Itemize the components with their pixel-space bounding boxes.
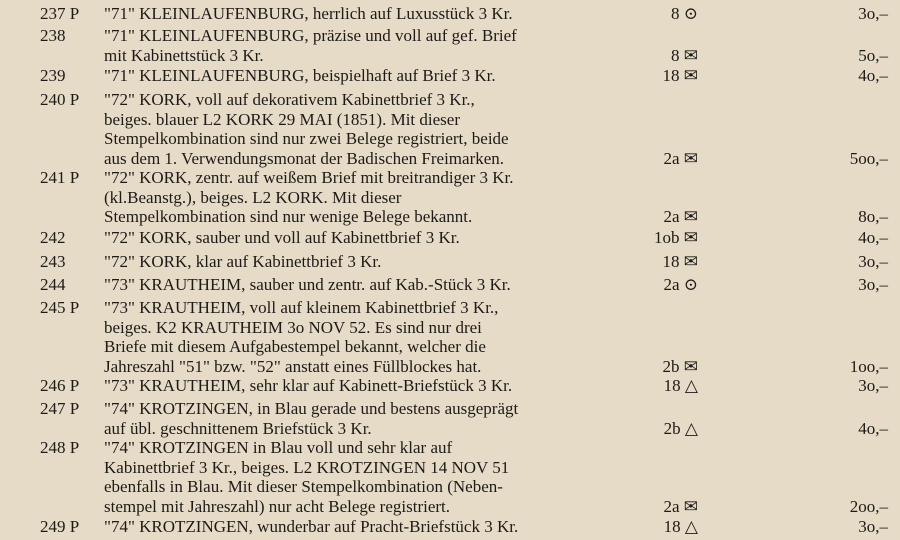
lot-number: 241 P — [40, 168, 80, 187]
catalog-number: 2a ⊙ — [663, 275, 698, 294]
description-line: (kl.Beanstg.), beiges. L2 KORK. Mit dieser — [104, 187, 402, 207]
lot-description — [104, 66, 638, 86]
description-line: auf übl. geschnittenem Briefstück 3 Kr. — [104, 418, 372, 438]
description-line: "73" KRAUTHEIM, sehr klar auf Kabinett-Briefstück 3 Kr. — [104, 376, 513, 395]
lot-price: 8o,– — [858, 207, 888, 226]
lot-row — [0, 298, 900, 376]
lot-row — [0, 275, 900, 295]
lot-row — [0, 4, 900, 24]
description-line: Briefe mit diesem Aufgabestempel bekannt, welcher die — [104, 337, 486, 356]
lot-price: 3o,– — [858, 4, 888, 23]
description-line: "73" KRAUTHEIM, sauber und zentr. auf Kab.-Stück 3 Kr. — [104, 275, 511, 294]
lot-number: 246 P — [40, 376, 80, 395]
lot-description — [104, 399, 638, 438]
catalog-number: 2a ✉ — [663, 496, 698, 516]
lot-description — [104, 168, 638, 227]
lot-row — [0, 376, 900, 396]
catalog-number: 2a ✉ — [663, 148, 698, 168]
lot-description — [104, 517, 638, 537]
description-line: "71" KLEINLAUFENBURG, beispielhaft auf Brief 3 Kr. — [104, 66, 496, 85]
description-line: "73" KRAUTHEIM, voll auf kleinem Kabinettbrief 3 Kr., — [104, 298, 499, 317]
description-line: Stempelkombination sind nur zwei Belege registriert, beide — [104, 129, 509, 148]
catalog-number: 2b △ — [663, 418, 698, 438]
lot-number: 245 P — [40, 298, 80, 317]
lot-number: 237 P — [40, 4, 80, 23]
lot-price: 4o,– — [858, 66, 888, 85]
description-line: stempel mit Jahreszahl) nur acht Belege registriert. — [104, 496, 451, 516]
description-line: beiges. blauer L2 KORK 29 MAI (1851). Mit dieser — [104, 109, 460, 129]
catalog-number: 18 ✉ — [662, 252, 698, 271]
lot-price: 2oo,– — [849, 496, 888, 516]
lot-row — [0, 252, 900, 272]
lot-number: 242 — [40, 228, 66, 247]
description-line: "71" KLEINLAUFENBURG, herrlich auf Luxusstück 3 Kr. — [104, 4, 513, 23]
lot-description — [104, 228, 638, 248]
description-line: "74" KROTZINGEN in Blau voll und sehr klar auf — [104, 438, 453, 457]
description-line: ebenfalls in Blau. Mit dieser Stempelkombination (Neben- — [104, 477, 503, 496]
lot-row — [0, 399, 900, 438]
lot-number: 238 — [40, 26, 66, 45]
description-line: "71" KLEINLAUFENBURG, präzise und voll auf gef. Brief — [104, 26, 517, 45]
lot-price: 3o,– — [858, 376, 888, 395]
lot-description — [104, 26, 638, 65]
lot-price: 5o,– — [858, 45, 888, 65]
lot-price: 3o,– — [858, 275, 888, 294]
description-line: Kabinettbrief 3 Kr., beiges. L2 KROTZINGEN 14 NOV 51 — [104, 457, 510, 477]
description-line: "74" KROTZINGEN, in Blau gerade und bestens ausgeprägt — [104, 399, 519, 418]
lot-row — [0, 228, 900, 248]
lot-description — [104, 275, 638, 295]
catalog-number: 8 ✉ — [671, 45, 698, 65]
lot-number: 248 P — [40, 438, 80, 457]
lot-number: 244 — [40, 275, 66, 294]
lot-price: 3o,– — [858, 252, 888, 271]
lot-row — [0, 438, 900, 516]
lot-number: 240 P — [40, 90, 80, 109]
lot-price: 5oo,– — [849, 148, 888, 168]
catalog-number: 2a ✉ — [663, 207, 698, 226]
lot-row — [0, 168, 900, 227]
catalog-number: 2b ✉ — [662, 356, 698, 376]
description-line: mit Kabinettstück 3 Kr. — [104, 45, 264, 65]
lot-number: 239 — [40, 66, 66, 85]
lot-row — [0, 26, 900, 65]
description-line: "72" KORK, voll auf dekorativem Kabinettbrief 3 Kr., — [104, 90, 475, 109]
lot-row — [0, 66, 900, 86]
description-line: beiges. K2 KRAUTHEIM 3o NOV 52. Es sind nur drei — [104, 317, 482, 337]
lot-price: 1oo,– — [849, 356, 888, 376]
lot-price: 3o,– — [858, 517, 888, 536]
catalog-number: 8 ⊙ — [671, 4, 698, 23]
lot-row — [0, 517, 900, 537]
lot-description — [104, 376, 638, 396]
lot-price: 4o,– — [858, 228, 888, 247]
description-line: "72" KORK, sauber und voll auf Kabinettbrief 3 Kr. — [104, 228, 460, 247]
lot-price: 4o,– — [858, 418, 888, 438]
lot-row — [0, 90, 900, 168]
lot-description — [104, 252, 638, 272]
description-line: Jahreszahl "51" bzw. "52" anstatt eines Füllblockes hat. — [104, 356, 482, 376]
lot-description — [104, 4, 638, 24]
catalog-number: 1ob ✉ — [654, 228, 698, 247]
description-line: "74" KROTZINGEN, wunderbar auf Pracht-Briefstück 3 Kr. — [104, 517, 519, 536]
description-line: aus dem 1. Verwendungsmonat der Badischen Freimarken. — [104, 148, 505, 168]
lot-number: 247 P — [40, 399, 80, 418]
lot-description — [104, 438, 638, 516]
lot-number: 243 — [40, 252, 66, 271]
description-line: Stempelkombination sind nur wenige Belege bekannt. — [104, 207, 473, 226]
description-line: "72" KORK, zentr. auf weißem Brief mit breitrandiger 3 Kr. — [104, 168, 514, 187]
lot-number: 249 P — [40, 517, 80, 536]
catalog-number: 18 △ — [663, 517, 698, 536]
lot-description — [104, 298, 638, 376]
catalog-number: 18 △ — [663, 376, 698, 395]
description-line: "72" KORK, klar auf Kabinettbrief 3 Kr. — [104, 252, 382, 271]
lot-description — [104, 90, 638, 168]
catalog-number: 18 ✉ — [662, 66, 698, 85]
